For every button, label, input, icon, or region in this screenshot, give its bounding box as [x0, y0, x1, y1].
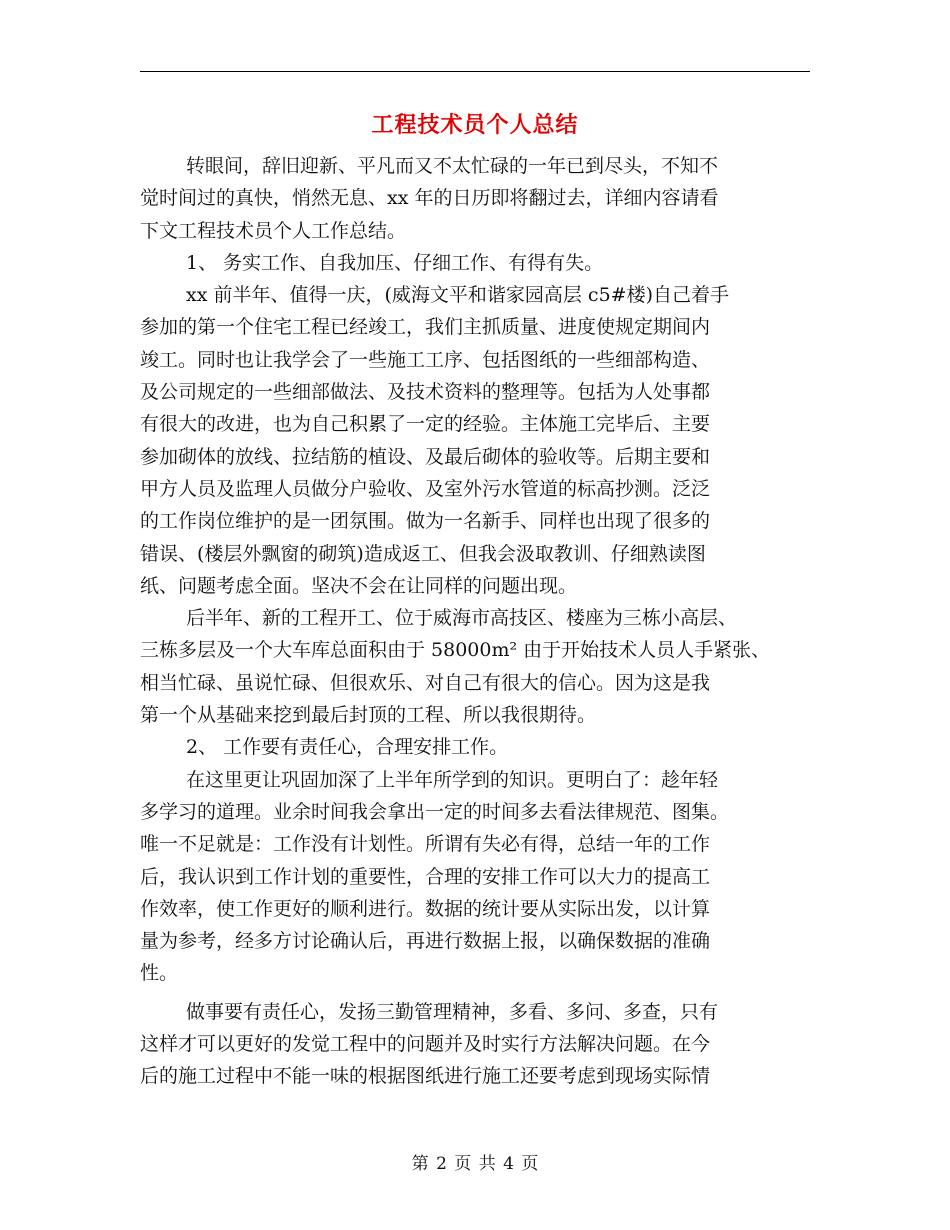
body-line: 下文工程技术员个人工作总结。 [140, 219, 407, 242]
body-line: 作效率，使工作更好的顺利进行。数据的统计要从实际出发，以计算 [140, 897, 711, 920]
body-line: 在这里更让巩固加深了上半年所学到的知识。更明白了：趁年轻 [186, 768, 719, 791]
document-title: 工程技术员个人总结 [371, 113, 579, 138]
document-body [140, 150, 810, 1093]
body-line: 甲方人员及监理人员做分户验收、及室外污水管道的标高抄测。泛泛 [140, 477, 711, 500]
body-line: 及公司规定的一些细部做法、及技术资料的整理等。包括为人处事都 [140, 381, 711, 404]
body-line: 这样才可以更好的发觉工程中的问题并及时实行方法解决问题。在今 [140, 1033, 711, 1056]
body-line: 多学习的道理。业余时间我会拿出一定的时间多去看法律规范、图集。 [140, 800, 730, 823]
body-line: 第一个从基础来挖到最后封顶的工程、所以我很期待。 [140, 704, 597, 727]
section-heading-1: 1、 务实工作、自我加压、仔细工作、有得有失。 [186, 251, 604, 274]
body-line: 错误、(楼层外飘窗的砌筑)造成返工、但我会汲取教训、仔细熟读图 [140, 542, 706, 565]
header-rule [140, 71, 810, 72]
body-line: 做事要有责任心，发扬三勤管理精神，多看、多问、多查，只有 [186, 1000, 719, 1023]
section-heading-2: 2、 工作要有责任心，合理安排工作。 [186, 736, 509, 759]
body-line: 唯一不足就是：工作没有计划性。所谓有失必有得，总结一年的工作 [140, 833, 711, 856]
page-number: 第 2 页 共 4 页 [411, 1154, 539, 1174]
body-line: 后的施工过程中不能一味的根据图纸进行施工还要考虑到现场实际情 [140, 1065, 711, 1088]
body-line: 参加砌体的放线、拉结筋的植设、及最后砌体的验收等。后期主要和 [140, 445, 711, 468]
body-line: 后半年、新的工程开工、位于威海市高技区、楼座为三栋小高层、 [186, 607, 738, 630]
body-line: 量为参考，经多方讨论确认后，再进行数据上报，以确保数据的准确 [140, 930, 711, 953]
body-line: 纸、问题考虑全面。坚决不会在让同样的问题出现。 [140, 574, 578, 597]
body-line: 后，我认识到工作计划的重要性，合理的安排工作可以大力的提高工 [140, 865, 711, 888]
body-line: 有很大的改进，也为自己积累了一定的经验。主体施工完毕后、主要 [140, 413, 711, 436]
body-line: 三栋多层及一个大车库总面积由于 58000m² 由于开始技术人员人手紧张、 [140, 639, 771, 662]
body-line: 转眼间，辞旧迎新、平凡而又不太忙碌的一年已到尽头，不知不 [186, 155, 719, 177]
body-line: 性。 [140, 962, 179, 985]
body-line: 竣工。同时也让我学会了一些施工工序、包括图纸的一些细部构造、 [140, 348, 711, 371]
body-line: 觉时间过的真快，悄然无息、xx 年的日历即将翻过去，详细内容请看 [140, 187, 719, 210]
body-line: xx 前半年、值得一庆，(威海文平和谐家园高层 c5#楼)自己着手 [186, 284, 729, 307]
body-line: 参加的第一个住宅工程已经竣工，我们主抓质量、进度使规定期间内 [140, 316, 711, 339]
body-line: 相当忙碌、虽说忙碌、但很欢乐、对自己有很大的信心。因为这是我 [140, 671, 711, 694]
body-line: 的工作岗位维护的是一团氛围。做为一名新手、同样也出现了很多的 [140, 510, 711, 533]
